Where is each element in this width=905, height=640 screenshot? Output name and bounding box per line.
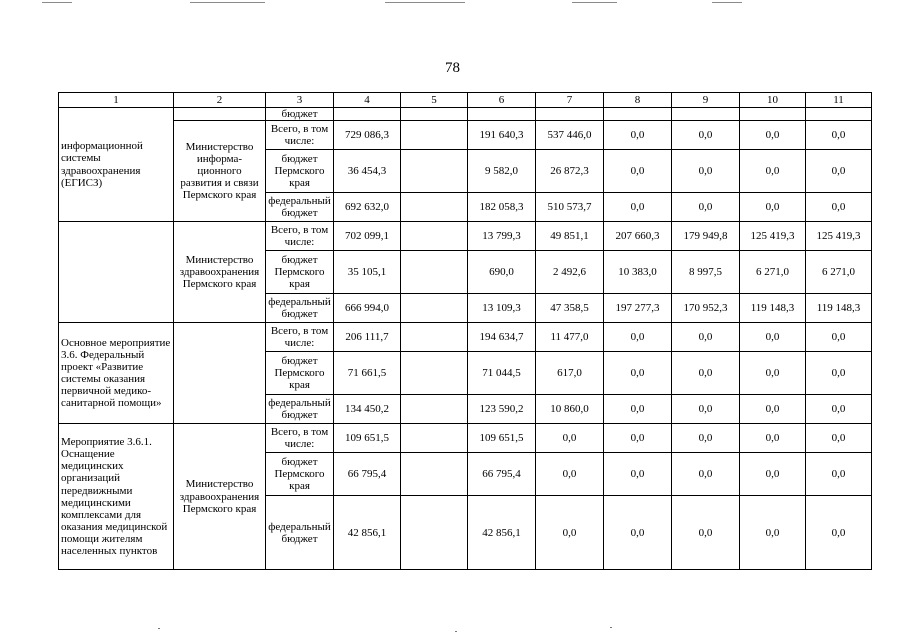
- value-cell: 109 651,5: [334, 424, 401, 453]
- value-cell: [401, 424, 468, 453]
- value-cell: 13 109,3: [468, 294, 536, 323]
- activity-name: информационной системы здравоохранения (ЕГИСЗ): [59, 108, 174, 222]
- value-cell: 702 099,1: [334, 222, 401, 251]
- budget-table: [58, 92, 872, 570]
- value-cell: 0,0: [740, 453, 806, 496]
- value-cell: 26 872,3: [536, 150, 604, 193]
- value-cell: 729 086,3: [334, 121, 401, 150]
- value-cell: 0,0: [806, 424, 872, 453]
- top-scan-line: [385, 2, 465, 3]
- value-cell: 0,0: [740, 323, 806, 352]
- value-cell: 36 454,3: [334, 150, 401, 193]
- activity-name: Основное мероприятие 3.6. Федеральный проект «Развитие системы оказания первичной медико-санитарной помощи»: [59, 323, 174, 424]
- executor-empty: [174, 108, 266, 121]
- table-row: [59, 108, 872, 121]
- value-cell: 0,0: [740, 193, 806, 222]
- value-cell: 0,0: [740, 121, 806, 150]
- executor-name: Министерство информа-ционного развития и связи Пермского края: [174, 121, 266, 222]
- value-cell: 6 271,0: [740, 251, 806, 294]
- funding-source: бюджет Пермского края: [266, 251, 334, 294]
- value-cell: [401, 222, 468, 251]
- col-header: 2: [174, 93, 266, 108]
- activity-name-empty: [59, 222, 174, 323]
- value-cell: 170 952,3: [672, 294, 740, 323]
- value-cell: 2 492,6: [536, 251, 604, 294]
- page-number: 78: [445, 60, 460, 76]
- funding-source: федеральный бюджет: [266, 294, 334, 323]
- value-cell: 690,0: [468, 251, 536, 294]
- value-cell: 35 105,1: [334, 251, 401, 294]
- value-cell: 0,0: [806, 193, 872, 222]
- value-cell: 0,0: [604, 150, 672, 193]
- funding-source: федеральный бюджет: [266, 193, 334, 222]
- table-row: [59, 222, 872, 251]
- col-header: 11: [806, 93, 872, 108]
- executor-empty: [174, 323, 266, 424]
- value-cell: 8 997,5: [672, 251, 740, 294]
- value-cell: 0,0: [604, 424, 672, 453]
- funding-source: Всего, в том числе:: [266, 121, 334, 150]
- value-cell: 0,0: [672, 323, 740, 352]
- value-cell: 109 651,5: [468, 424, 536, 453]
- value-cell: 119 148,3: [806, 294, 872, 323]
- scan-speck: [158, 628, 160, 629]
- value-cell: 13 799,3: [468, 222, 536, 251]
- value-cell: 182 058,3: [468, 193, 536, 222]
- value-cell: 194 634,7: [468, 323, 536, 352]
- col-header: 5: [401, 93, 468, 108]
- value-cell: 617,0: [536, 352, 604, 395]
- value-cell: 49 851,1: [536, 222, 604, 251]
- value-cell: 71 661,5: [334, 352, 401, 395]
- top-scan-line: [190, 2, 265, 3]
- funding-source: Всего, в том числе:: [266, 424, 334, 453]
- value-cell: 0,0: [672, 453, 740, 496]
- value-cell: 0,0: [672, 193, 740, 222]
- value-cell: 125 419,3: [806, 222, 872, 251]
- top-scan-line: [572, 2, 617, 3]
- value-cell: [401, 395, 468, 424]
- funding-source: федеральный бюджет: [266, 395, 334, 424]
- value-cell: [401, 352, 468, 395]
- col-header: 8: [604, 93, 672, 108]
- value-cell: 0,0: [536, 424, 604, 453]
- col-header: 3: [266, 93, 334, 108]
- value-cell: 207 660,3: [604, 222, 672, 251]
- value-cell: 0,0: [604, 193, 672, 222]
- value-cell: 11 477,0: [536, 323, 604, 352]
- header-row: [59, 93, 872, 108]
- value-cell: 0,0: [604, 496, 672, 570]
- activity-name: Мероприятие 3.6.1. Оснащение медицинских организаций передвижными медицинскими комплексами для оказания медицинской помощи жителям населенных пунктов: [59, 424, 174, 570]
- value-cell: 119 148,3: [740, 294, 806, 323]
- value-cell: 10 860,0: [536, 395, 604, 424]
- value-cell: 71 044,5: [468, 352, 536, 395]
- top-scan-line: [712, 2, 742, 3]
- value-cell: 9 582,0: [468, 150, 536, 193]
- scan-speck: [455, 631, 457, 632]
- value-cell: 0,0: [806, 496, 872, 570]
- value-cell: 0,0: [536, 496, 604, 570]
- funding-source: бюджет Пермского края: [266, 453, 334, 496]
- value-cell: 0,0: [806, 352, 872, 395]
- value-cell: 0,0: [806, 395, 872, 424]
- value-cell: 0,0: [604, 453, 672, 496]
- value-cell: 66 795,4: [468, 453, 536, 496]
- funding-source: Всего, в том числе:: [266, 222, 334, 251]
- col-header: 6: [468, 93, 536, 108]
- table-row: [59, 121, 872, 150]
- value-cell: 692 632,0: [334, 193, 401, 222]
- value-cell: 0,0: [740, 496, 806, 570]
- value-cell: 0,0: [806, 121, 872, 150]
- col-header: 10: [740, 93, 806, 108]
- col-header: 4: [334, 93, 401, 108]
- top-scan-line: [42, 2, 72, 3]
- value-cell: 191 640,3: [468, 121, 536, 150]
- value-cell: 179 949,8: [672, 222, 740, 251]
- value-cell: 0,0: [806, 453, 872, 496]
- executor-name: Министерство здравоохранения Пермского края: [174, 424, 266, 570]
- value-cell: 66 795,4: [334, 453, 401, 496]
- value-cell: 0,0: [672, 150, 740, 193]
- value-cell: 206 111,7: [334, 323, 401, 352]
- executor-name: Министерство здравоохранения Пермского края: [174, 222, 266, 323]
- value-cell: 0,0: [604, 352, 672, 395]
- value-cell: 6 271,0: [806, 251, 872, 294]
- value-cell: 537 446,0: [536, 121, 604, 150]
- col-header: 9: [672, 93, 740, 108]
- value-cell: 666 994,0: [334, 294, 401, 323]
- value-cell: 0,0: [740, 424, 806, 453]
- table-row: [59, 424, 872, 453]
- col-header: 7: [536, 93, 604, 108]
- value-cell: 0,0: [604, 395, 672, 424]
- funding-source: федеральный бюджет: [266, 496, 334, 570]
- value-cell: 123 590,2: [468, 395, 536, 424]
- value-cell: 0,0: [740, 352, 806, 395]
- value-cell: [401, 150, 468, 193]
- value-cell: 0,0: [672, 424, 740, 453]
- value-cell: 0,0: [740, 395, 806, 424]
- value-cell: 0,0: [672, 352, 740, 395]
- value-cell: [401, 193, 468, 222]
- value-cell: 0,0: [604, 323, 672, 352]
- scan-speck: [610, 627, 612, 628]
- funding-source: бюджет Пермского края: [266, 352, 334, 395]
- value-cell: 10 383,0: [604, 251, 672, 294]
- value-cell: 0,0: [806, 150, 872, 193]
- funding-source: бюджет Пермского края: [266, 150, 334, 193]
- value-cell: 197 277,3: [604, 294, 672, 323]
- value-cell: [401, 323, 468, 352]
- value-cell: [401, 496, 468, 570]
- value-cell: [401, 453, 468, 496]
- value-cell: 125 419,3: [740, 222, 806, 251]
- value-cell: 134 450,2: [334, 395, 401, 424]
- col-header: 1: [59, 93, 174, 108]
- value-cell: 0,0: [672, 121, 740, 150]
- value-cell: 510 573,7: [536, 193, 604, 222]
- value-cell: 0,0: [806, 323, 872, 352]
- value-cell: 0,0: [672, 395, 740, 424]
- value-cell: 42 856,1: [468, 496, 536, 570]
- value-cell: [401, 121, 468, 150]
- value-cell: [401, 294, 468, 323]
- value-cell: 0,0: [672, 496, 740, 570]
- value-cell: 0,0: [604, 121, 672, 150]
- value-cell: 0,0: [536, 453, 604, 496]
- value-cell: 0,0: [740, 150, 806, 193]
- value-cell: [401, 251, 468, 294]
- table-row: [59, 323, 872, 352]
- value-cell: 47 358,5: [536, 294, 604, 323]
- value-cell: 42 856,1: [334, 496, 401, 570]
- funding-source: бюджет: [266, 108, 334, 121]
- funding-source: Всего, в том числе:: [266, 323, 334, 352]
